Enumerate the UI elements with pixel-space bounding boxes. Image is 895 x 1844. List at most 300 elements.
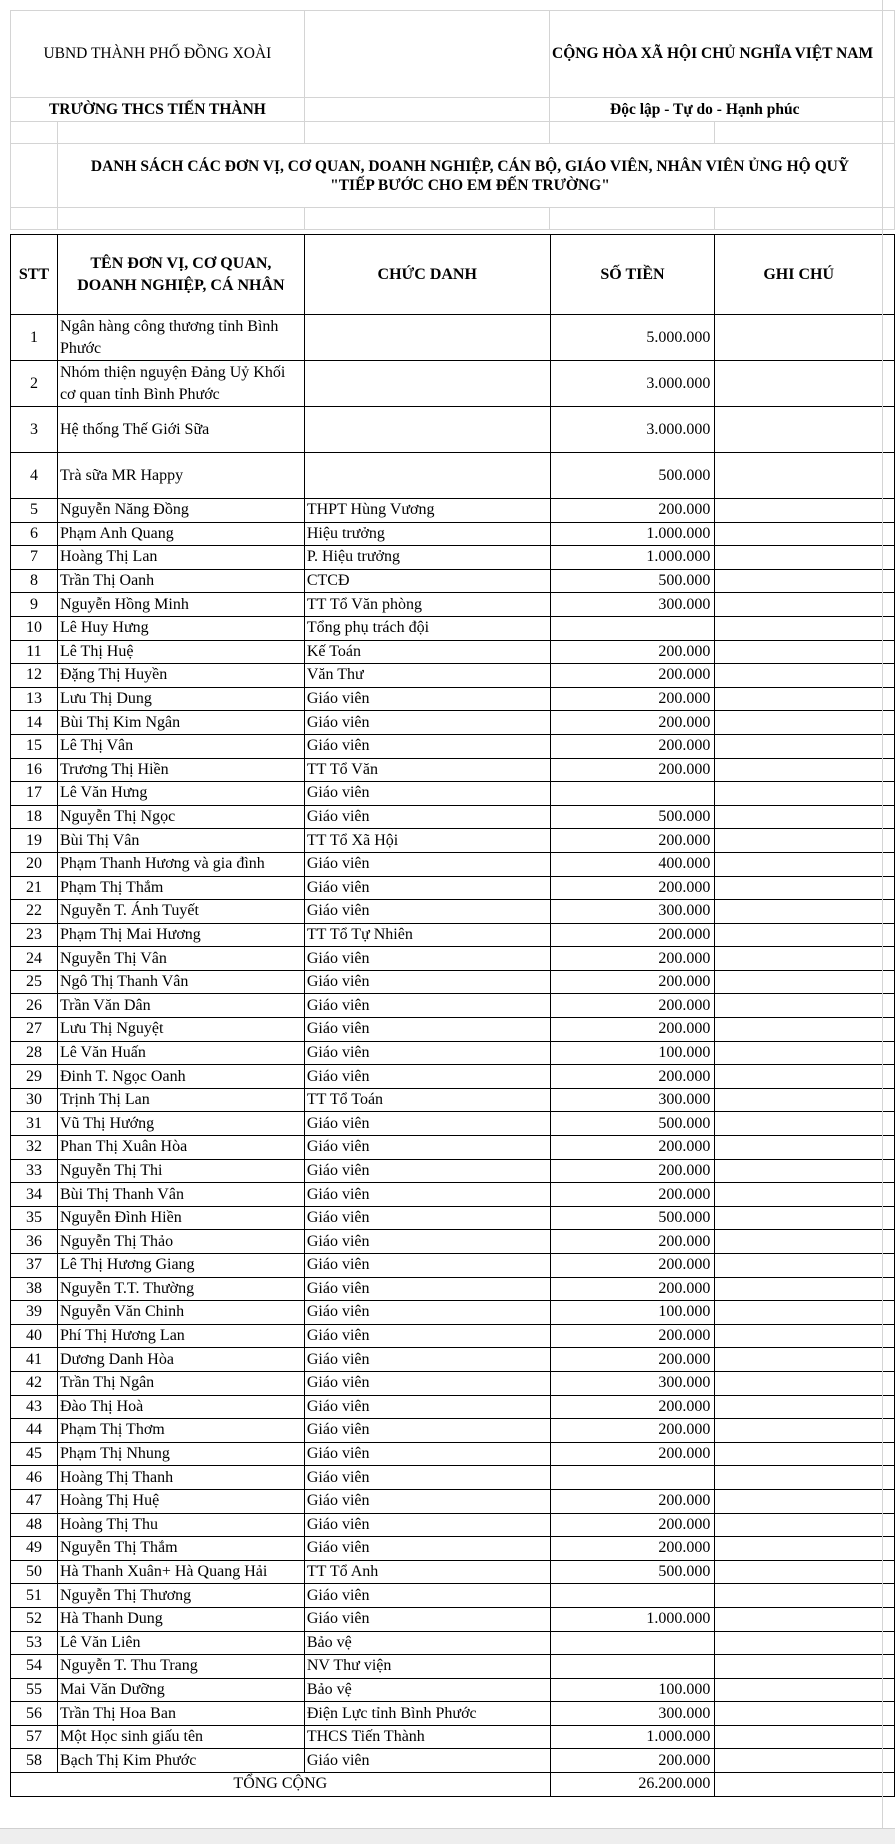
row-position: P. Hiệu trưởng <box>304 546 550 570</box>
row-stt: 37 <box>11 1254 58 1278</box>
table-row <box>11 1136 895 1160</box>
row-name: Lê Thị Vân <box>57 734 304 758</box>
row-amount: 100.000 <box>550 1678 715 1702</box>
table-row <box>11 453 895 499</box>
row-stt: 15 <box>11 734 58 758</box>
table-row <box>11 1112 895 1136</box>
row-amount: 200.000 <box>550 1183 715 1207</box>
row-stt: 50 <box>11 1560 58 1584</box>
row-stt: 41 <box>11 1348 58 1372</box>
row-stt: 31 <box>11 1112 58 1136</box>
row-position: Giáo viên <box>304 1159 550 1183</box>
row-position: Giáo viên <box>304 876 550 900</box>
row-amount <box>550 616 715 640</box>
row-stt: 11 <box>11 640 58 664</box>
row-note <box>715 1277 883 1301</box>
row-note <box>715 522 883 546</box>
total-amount: 26.200.000 <box>550 1773 715 1797</box>
right-column-edge <box>882 0 895 1843</box>
row-position: Giáo viên <box>304 994 550 1018</box>
row-amount: 1.000.000 <box>550 1725 715 1749</box>
row-amount: 200.000 <box>550 876 715 900</box>
row-stt: 33 <box>11 1159 58 1183</box>
table-row <box>11 1065 895 1089</box>
row-amount: 200.000 <box>550 1065 715 1089</box>
table-row <box>11 1584 895 1608</box>
row-stt: 54 <box>11 1655 58 1679</box>
row-amount: 400.000 <box>550 852 715 876</box>
row-amount: 200.000 <box>550 1159 715 1183</box>
row-position: Giáo viên <box>304 1371 550 1395</box>
row-note <box>715 1725 883 1749</box>
row-position: Giáo viên <box>304 687 550 711</box>
row-stt: 53 <box>11 1631 58 1655</box>
row-note <box>715 805 883 829</box>
row-stt: 5 <box>11 499 58 523</box>
row-note <box>715 407 883 453</box>
row-stt: 35 <box>11 1206 58 1230</box>
table-row <box>11 1159 895 1183</box>
row-position: Hiệu trưởng <box>304 522 550 546</box>
row-note <box>715 711 883 735</box>
row-position: Giáo viên <box>304 734 550 758</box>
row-stt: 28 <box>11 1041 58 1065</box>
row-position: Giáo viên <box>304 1607 550 1631</box>
row-position: Giáo viên <box>304 1136 550 1160</box>
row-amount: 1.000.000 <box>550 522 715 546</box>
nation-name: CỘNG HÒA XÃ HỘI CHỦ NGHĨA VIỆT NAM <box>550 11 895 98</box>
table-body <box>11 315 895 1773</box>
row-stt: 16 <box>11 758 58 782</box>
table-row <box>11 900 895 924</box>
row-position: TT Tổ Anh <box>304 1560 550 1584</box>
row-stt: 3 <box>11 407 58 453</box>
table-row <box>11 1607 895 1631</box>
table-row <box>11 640 895 664</box>
table-row <box>11 1088 895 1112</box>
row-position: Giáo viên <box>304 852 550 876</box>
row-amount: 200.000 <box>550 1277 715 1301</box>
row-stt: 42 <box>11 1371 58 1395</box>
row-note <box>715 1159 883 1183</box>
row-stt: 21 <box>11 876 58 900</box>
col-header-note: GHI CHÚ <box>715 235 883 315</box>
row-stt: 45 <box>11 1442 58 1466</box>
row-note <box>715 1419 883 1443</box>
row-position: TT Tổ Xã Hội <box>304 829 550 853</box>
row-note <box>715 1678 883 1702</box>
row-amount: 200.000 <box>550 947 715 971</box>
row-note <box>715 1254 883 1278</box>
row-note <box>715 1442 883 1466</box>
row-stt: 13 <box>11 687 58 711</box>
row-name: Lê Văn Liên <box>57 1631 304 1655</box>
row-name: Hà Thanh Dung <box>57 1607 304 1631</box>
table-row <box>11 1725 895 1749</box>
table-row <box>11 1560 895 1584</box>
table-row <box>11 1678 895 1702</box>
table-row <box>11 1206 895 1230</box>
row-amount: 500.000 <box>550 1206 715 1230</box>
row-name: Mai Văn Dưỡng <box>57 1678 304 1702</box>
row-name: Dương Danh Hòa <box>57 1348 304 1372</box>
row-note <box>715 947 883 971</box>
row-amount: 200.000 <box>550 1419 715 1443</box>
row-note <box>715 1371 883 1395</box>
row-position: Giáo viên <box>304 970 550 994</box>
row-stt: 6 <box>11 522 58 546</box>
table-row <box>11 1324 895 1348</box>
table-row <box>11 616 895 640</box>
row-stt: 7 <box>11 546 58 570</box>
row-stt: 57 <box>11 1725 58 1749</box>
row-position: Văn Thư <box>304 664 550 688</box>
row-name: Nguyễn T. Ánh Tuyết <box>57 900 304 924</box>
row-position: THCS Tiến Thành <box>304 1725 550 1749</box>
row-name: Lê Thị Huệ <box>57 640 304 664</box>
row-position: Giáo viên <box>304 1230 550 1254</box>
row-amount: 500.000 <box>550 1112 715 1136</box>
row-position: TT Tổ Văn <box>304 758 550 782</box>
row-name: Trương Thị Hiền <box>57 758 304 782</box>
table-row <box>11 1395 895 1419</box>
row-name: Đặng Thị Huyền <box>57 664 304 688</box>
row-note <box>715 1065 883 1089</box>
table-header-row <box>11 235 895 315</box>
row-position: Giáo viên <box>304 1584 550 1608</box>
row-stt: 9 <box>11 593 58 617</box>
total-label: TỔNG CỘNG <box>11 1773 551 1797</box>
row-note <box>715 1206 883 1230</box>
row-amount: 1.000.000 <box>550 546 715 570</box>
row-amount: 500.000 <box>550 805 715 829</box>
row-name: Phạm Thị Thơm <box>57 1419 304 1443</box>
table-row <box>11 970 895 994</box>
row-amount: 1.000.000 <box>550 1607 715 1631</box>
row-note <box>715 315 883 361</box>
row-name: Bùi Thị Thanh Vân <box>57 1183 304 1207</box>
row-note <box>715 900 883 924</box>
row-note <box>715 361 883 407</box>
row-note <box>715 546 883 570</box>
table-row <box>11 315 895 361</box>
row-amount <box>550 1584 715 1608</box>
row-position <box>304 315 550 361</box>
row-position: Giáo viên <box>304 1489 550 1513</box>
col-header-amount: SỐ TIỀN <box>550 235 715 315</box>
row-note <box>715 1655 883 1679</box>
row-position: Giáo viên <box>304 1442 550 1466</box>
col-header-stt: STT <box>11 235 58 315</box>
row-name: Trần Văn Dân <box>57 994 304 1018</box>
donor-table <box>10 234 895 1797</box>
row-name: Trần Thị Ngân <box>57 1371 304 1395</box>
row-position: TT Tổ Toán <box>304 1088 550 1112</box>
row-amount: 500.000 <box>550 1560 715 1584</box>
row-amount: 200.000 <box>550 1136 715 1160</box>
row-stt: 17 <box>11 782 58 806</box>
row-name: Hệ thống Thế Giới Sữa <box>57 407 304 453</box>
row-position: Giáo viên <box>304 1466 550 1490</box>
row-stt: 34 <box>11 1183 58 1207</box>
row-position: CTCĐ <box>304 569 550 593</box>
table-row <box>11 499 895 523</box>
row-position: Giáo viên <box>304 1419 550 1443</box>
table-row <box>11 1513 895 1537</box>
row-name: Nguyễn Thị Thi <box>57 1159 304 1183</box>
row-name: Trịnh Thị Lan <box>57 1088 304 1112</box>
table-row <box>11 829 895 853</box>
row-stt: 30 <box>11 1088 58 1112</box>
row-note <box>715 1324 883 1348</box>
row-note <box>715 758 883 782</box>
row-note <box>715 734 883 758</box>
table-row <box>11 758 895 782</box>
row-position: THPT Hùng Vương <box>304 499 550 523</box>
row-position: Tổng phụ trách đội <box>304 616 550 640</box>
motto: Độc lập - Tự do - Hạnh phúc <box>550 98 895 122</box>
row-amount: 200.000 <box>550 1230 715 1254</box>
table-row <box>11 1277 895 1301</box>
row-note <box>715 453 883 499</box>
row-position: Giáo viên <box>304 711 550 735</box>
table-row <box>11 361 895 407</box>
row-stt: 32 <box>11 1136 58 1160</box>
row-stt: 24 <box>11 947 58 971</box>
table-row <box>11 1348 895 1372</box>
table-row <box>11 947 895 971</box>
row-note <box>715 1183 883 1207</box>
row-amount: 3.000.000 <box>550 407 715 453</box>
row-note <box>715 1018 883 1042</box>
row-position: NV Thư viện <box>304 1655 550 1679</box>
row-name: Nguyễn Thị Ngọc <box>57 805 304 829</box>
row-note <box>715 1631 883 1655</box>
row-position: Giáo viên <box>304 947 550 971</box>
row-amount: 200.000 <box>550 829 715 853</box>
row-stt: 39 <box>11 1301 58 1325</box>
row-name: Nguyễn Thị Vân <box>57 947 304 971</box>
row-name: Nguyễn Thị Thắm <box>57 1537 304 1561</box>
row-note <box>715 1466 883 1490</box>
row-amount: 200.000 <box>550 1018 715 1042</box>
row-amount: 500.000 <box>550 569 715 593</box>
row-position: Giáo viên <box>304 900 550 924</box>
row-name: Phạm Thanh Hương và gia đình <box>57 852 304 876</box>
row-stt: 10 <box>11 616 58 640</box>
row-name: Phạm Thị Nhung <box>57 1442 304 1466</box>
row-amount <box>550 1631 715 1655</box>
table-row <box>11 923 895 947</box>
row-amount: 3.000.000 <box>550 361 715 407</box>
row-note <box>715 664 883 688</box>
row-position: Giáo viên <box>304 1183 550 1207</box>
row-name: Nguyễn Thị Thương <box>57 1584 304 1608</box>
row-amount: 200.000 <box>550 1395 715 1419</box>
row-note <box>715 569 883 593</box>
row-amount: 100.000 <box>550 1041 715 1065</box>
row-name: Phạm Anh Quang <box>57 522 304 546</box>
row-amount: 5.000.000 <box>550 315 715 361</box>
table-row <box>11 593 895 617</box>
row-note <box>715 1537 883 1561</box>
row-amount: 200.000 <box>550 1513 715 1537</box>
row-name: Trần Thị Oanh <box>57 569 304 593</box>
row-stt: 43 <box>11 1395 58 1419</box>
row-stt: 44 <box>11 1419 58 1443</box>
row-position: TT Tổ Tự Nhiên <box>304 923 550 947</box>
row-stt: 26 <box>11 994 58 1018</box>
row-amount <box>550 782 715 806</box>
row-amount: 200.000 <box>550 994 715 1018</box>
row-name: Lê Văn Huấn <box>57 1041 304 1065</box>
total-row <box>11 1773 895 1797</box>
row-note <box>715 616 883 640</box>
document-header <box>10 10 895 230</box>
row-stt: 2 <box>11 361 58 407</box>
table-row <box>11 994 895 1018</box>
row-name: Đinh T. Ngọc Oanh <box>57 1065 304 1089</box>
row-amount: 200.000 <box>550 1749 715 1773</box>
row-note <box>715 1489 883 1513</box>
row-name: Hoàng Thị Thanh <box>57 1466 304 1490</box>
row-name: Hoàng Thị Thu <box>57 1513 304 1537</box>
row-position: Giáo viên <box>304 1254 550 1278</box>
row-name: Đào Thị Hoà <box>57 1395 304 1419</box>
row-amount: 300.000 <box>550 1088 715 1112</box>
title-line-2: "TIẾP BƯỚC CHO EM ĐẾN TRƯỜNG" <box>330 176 610 194</box>
row-name: Trần Thị Hoa Ban <box>57 1702 304 1726</box>
row-amount: 300.000 <box>550 593 715 617</box>
row-name: Nguyễn Văn Chinh <box>57 1301 304 1325</box>
row-name: Hà Thanh Xuân+ Hà Quang Hải <box>57 1560 304 1584</box>
row-stt: 22 <box>11 900 58 924</box>
row-name: Nhóm thiện nguyện Đảng Uỷ Khối cơ quan tỉnh Bình Phước <box>57 361 304 407</box>
row-name: Nguyễn Hồng Minh <box>57 593 304 617</box>
row-position: Giáo viên <box>304 1112 550 1136</box>
row-name: Ngân hàng công thương tỉnh Bình Phước <box>57 315 304 361</box>
row-name: Lưu Thị Nguyệt <box>57 1018 304 1042</box>
table-row <box>11 1749 895 1773</box>
row-stt: 18 <box>11 805 58 829</box>
row-position: Giáo viên <box>304 1348 550 1372</box>
row-note <box>715 593 883 617</box>
row-name: Phạm Thị Mai Hương <box>57 923 304 947</box>
row-position: Giáo viên <box>304 1065 550 1089</box>
row-amount: 200.000 <box>550 1324 715 1348</box>
table-row <box>11 1230 895 1254</box>
table-row <box>11 805 895 829</box>
row-amount: 500.000 <box>550 453 715 499</box>
row-stt: 14 <box>11 711 58 735</box>
row-name: Ngô Thị Thanh Vân <box>57 970 304 994</box>
row-amount: 200.000 <box>550 1489 715 1513</box>
row-name: Nguyễn T. Thu Trang <box>57 1655 304 1679</box>
table-row <box>11 734 895 758</box>
row-amount: 200.000 <box>550 758 715 782</box>
table-row <box>11 782 895 806</box>
table-row <box>11 852 895 876</box>
row-name: Hoàng Thị Huệ <box>57 1489 304 1513</box>
row-position <box>304 361 550 407</box>
table-row <box>11 1655 895 1679</box>
row-name: Nguyễn Năng Đồng <box>57 499 304 523</box>
row-position: Bảo vệ <box>304 1678 550 1702</box>
row-amount: 200.000 <box>550 923 715 947</box>
row-note <box>715 782 883 806</box>
school-name: TRƯỜNG THCS TIẾN THÀNH <box>11 98 305 122</box>
row-amount: 200.000 <box>550 640 715 664</box>
table-row <box>11 569 895 593</box>
table-row <box>11 876 895 900</box>
row-position: Kế Toán <box>304 640 550 664</box>
row-amount: 300.000 <box>550 900 715 924</box>
row-name: Một Học sinh giấu tên <box>57 1725 304 1749</box>
row-stt: 19 <box>11 829 58 853</box>
table-row <box>11 711 895 735</box>
row-amount: 300.000 <box>550 1371 715 1395</box>
row-amount: 200.000 <box>550 711 715 735</box>
table-row <box>11 1419 895 1443</box>
row-note <box>715 1395 883 1419</box>
row-stt: 29 <box>11 1065 58 1089</box>
document-title <box>57 144 882 208</box>
row-amount: 200.000 <box>550 1442 715 1466</box>
sheet-bottom-edge <box>0 1828 895 1844</box>
row-amount: 200.000 <box>550 687 715 711</box>
row-amount <box>550 1466 715 1490</box>
col-header-position: CHỨC DANH <box>304 235 550 315</box>
table-row <box>11 1183 895 1207</box>
row-note <box>715 1749 883 1773</box>
org-name: UBND THÀNH PHỐ ĐỒNG XOÀI <box>11 11 305 98</box>
row-position <box>304 453 550 499</box>
row-stt: 55 <box>11 1678 58 1702</box>
row-amount: 200.000 <box>550 499 715 523</box>
row-position: Giáo viên <box>304 1749 550 1773</box>
row-note <box>715 687 883 711</box>
row-position: Giáo viên <box>304 782 550 806</box>
table-row <box>11 1489 895 1513</box>
row-name: Nguyễn Đình Hiền <box>57 1206 304 1230</box>
row-note <box>715 829 883 853</box>
row-stt: 48 <box>11 1513 58 1537</box>
row-name: Lê Thị Hương Giang <box>57 1254 304 1278</box>
row-note <box>715 1136 883 1160</box>
title-line-1: DANH SÁCH CÁC ĐƠN VỊ, CƠ QUAN, DOANH NGHIỆP, CÁN BỘ, GIÁO VIÊN, NHÂN VIÊN ỦNG HỘ QUỸ <box>90 157 850 175</box>
row-stt: 8 <box>11 569 58 593</box>
row-name: Bùi Thị Kim Ngân <box>57 711 304 735</box>
col-header-name: TÊN ĐƠN VỊ, CƠ QUAN, DOANH NGHIỆP, CÁ NHÂN <box>57 235 304 315</box>
row-note <box>715 1041 883 1065</box>
row-note <box>715 923 883 947</box>
table-row <box>11 1371 895 1395</box>
row-stt: 27 <box>11 1018 58 1042</box>
row-name: Lê Huy Hưng <box>57 616 304 640</box>
table-row <box>11 546 895 570</box>
row-name: Trà sữa MR Happy <box>57 453 304 499</box>
table-row <box>11 1537 895 1561</box>
row-stt: 51 <box>11 1584 58 1608</box>
row-name: Lưu Thị Dung <box>57 687 304 711</box>
row-note <box>715 1348 883 1372</box>
row-note <box>715 1560 883 1584</box>
row-position: Giáo viên <box>304 1277 550 1301</box>
table-row <box>11 522 895 546</box>
table-row <box>11 407 895 453</box>
row-stt: 46 <box>11 1466 58 1490</box>
row-name: Lê Văn Hưng <box>57 782 304 806</box>
